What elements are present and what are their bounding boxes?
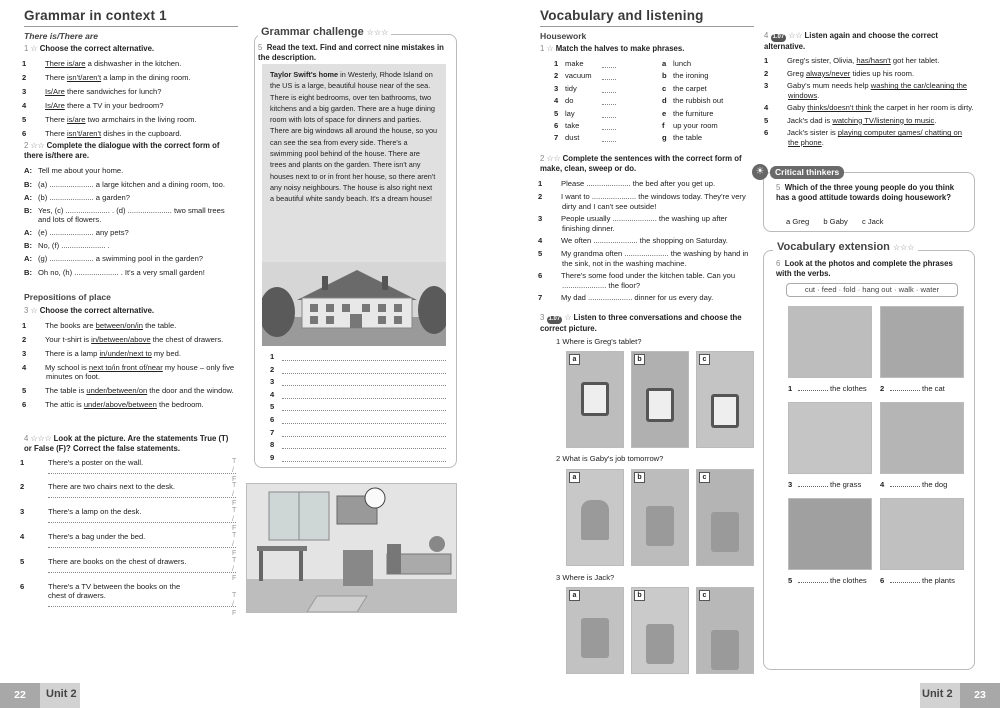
tf-statement: 2 There are two chairs next to the desk. T / F: [20, 482, 237, 507]
choice-alternative[interactable]: under/between/on: [86, 386, 148, 396]
answer-blank[interactable]: [798, 480, 828, 487]
unit-label-right: Unit 2: [922, 688, 953, 700]
vocab-exercise-4: 4 1.07 ☆☆ Listen again and choose the correct alternative. 1 Greg's sister, Olivia, has/hasn't got her tablet. 2 Greg always/never tidies up his room. 3 Gaby's mum needs help washing the car/cleaning the windows. 4 Gaby thinks/doesn't think the carpet in her room is dirty. 5 Jack's dad is watching TV/listening to music. 6 Jack's sister is playing computer games/ chatting on the phone.: [764, 31, 974, 147]
exercise-3: 3 ☆ Choose the correct alternative. 1 The books are between/on/in the table. 2 Your t-shirt is in/between/above the chest of drawers. 3 There is a lamp in/under/next to my bed. 4 My school is next to/in front of/near my house – only five minutes on foot. 5 The table is under/between/on the door and the window. 6 The attic is under/above/between the bedroom.: [24, 306, 238, 414]
photo-detail: [581, 382, 609, 416]
exercise-4: 4 ☆☆☆ Look at the picture. Are the statements True (T) or False (F)? Correct the false statements.: [24, 434, 229, 453]
match-right-item: a lunch: [662, 59, 692, 68]
option-label: a: [569, 354, 580, 365]
photo-caption: 6 the plants: [880, 576, 955, 585]
answer-number: 1: [270, 352, 275, 361]
answer-line[interactable]: [282, 398, 446, 399]
option-label: b: [634, 354, 645, 365]
critical-question: 5 Which of the three young people do you think has a good attitude towards doing housework?: [776, 183, 955, 202]
answer-blank[interactable]: [890, 480, 920, 487]
tablet-on-chair-photo[interactable]: [631, 351, 689, 448]
match-right-item: f up your room: [662, 121, 718, 130]
match-answer-line[interactable]: [602, 104, 616, 105]
answer-blank[interactable]: [798, 576, 828, 583]
feeding-cat-photo: [880, 306, 964, 378]
list-item: 3 Is/Are there sandwiches for lunch?: [22, 86, 162, 96]
choice-alternative[interactable]: between/on/in: [95, 320, 143, 330]
match-left-item: 4 do: [554, 96, 654, 105]
challenge-text-box: Taylor Swift's home in Westerly, Rhode Island on the US is a large, beautiful house near of the sea. There is eight bedrooms, over ten bathrooms, two kitchens and a big garden. There are a huge dining room with lots of space for dinners and parties. There are big windows all around the house, so you can see the sea from every side. There's a swimming pool behind of the house. There are trees and plants on the garden. There isn't any houses next to or in front her house, so there aren't any noisy neighbours. The house is also right next a beautiful white sandy beach. It's a dream house!: [262, 64, 446, 346]
option-label: c: [699, 472, 710, 483]
hanging-clothes-photo: [788, 306, 872, 378]
list-item: 6 The attic is under/above/between the bedroom.: [22, 400, 204, 410]
true-false-choice[interactable]: T / F: [232, 507, 237, 532]
answer-line[interactable]: [282, 385, 446, 386]
word-box: cut · feed · fold · hang out · walk · water: [786, 283, 958, 297]
list-item: 1 Please ..................... the bed after you get up.: [538, 179, 716, 189]
answer-number: 6: [270, 415, 275, 424]
match-left-item: 3 tidy: [554, 84, 654, 93]
vocab-title: Vocabulary and listening: [540, 8, 704, 23]
tf-statement: 5 There are books on the chest of drawers. T / F: [20, 557, 237, 582]
match-right-item: g the table: [662, 133, 703, 143]
choice-alternative[interactable]: is/are: [66, 114, 86, 124]
girl-sweeping-photo[interactable]: [696, 469, 754, 566]
choice-alternative[interactable]: There is/are: [45, 58, 86, 68]
lightbulb-icon: ☀: [752, 164, 768, 180]
unit-label-left: Unit 2: [46, 688, 77, 700]
choice-alternative[interactable]: Is/Are: [45, 86, 65, 96]
list-item: 1 Greg's sister, Olivia, has/hasn't got her tablet.: [764, 56, 940, 66]
walking-dog-photo: [880, 402, 964, 474]
dialogue-line: A: (g) ..................... a swimming pool in the garden?: [24, 254, 204, 264]
choice-alternative[interactable]: has/hasn't: [856, 56, 891, 66]
photo-caption: 1 the clothes: [788, 384, 867, 393]
match-answer-line[interactable]: [602, 129, 616, 130]
vocab-exercise-3: 3 1.07 ☆ Listen to three conversations and choose the correct picture.: [540, 313, 742, 333]
option-label: a: [569, 472, 580, 483]
tf-statement: 1 There's a poster on the wall. T / F: [20, 458, 237, 483]
section-prepositions: Prepositions of place: [24, 292, 111, 302]
challenge-instruction: 5 Read the text. Find and correct nine mistakes in the description.: [258, 43, 444, 62]
critical-options: a Greg b Gaby c Jack: [786, 217, 884, 226]
answer-number: 8: [270, 440, 275, 450]
answer-line[interactable]: [282, 436, 446, 437]
answer-line[interactable]: [282, 461, 446, 462]
bedroom-picture: [246, 483, 457, 613]
grammar-title: Grammar in context 1: [24, 8, 167, 23]
option-label: c: [699, 354, 710, 365]
choice-alternative[interactable]: always/never: [806, 68, 851, 78]
answer-line[interactable]: [282, 373, 446, 374]
photo-caption: 2 the cat: [880, 384, 945, 393]
listening-q1: 1 Where is Greg's tablet?: [556, 337, 642, 346]
photo-caption: 3 the grass: [788, 480, 862, 489]
tablet-screen: [584, 385, 606, 413]
match-answer-line[interactable]: [602, 117, 616, 118]
match-right-item: c the carpet: [662, 83, 707, 93]
answer-line[interactable]: [48, 606, 236, 607]
grammar-challenge-title: Grammar challenge ☆☆☆: [258, 26, 391, 40]
true-false-choice[interactable]: T / F: [232, 532, 237, 557]
vocab-extension-instruction: 6 Look at the photos and complete the phrases with the verbs.: [776, 259, 953, 278]
watering-plants-photo: [880, 498, 964, 570]
mowing-grass-photo: [788, 402, 872, 474]
answer-line[interactable]: [48, 497, 236, 498]
photo-detail: [581, 500, 609, 540]
list-item: 3 Gaby's mum needs help washing the car/cleaning the windows.: [764, 81, 968, 100]
list-item: 4 Gaby thinks/doesn't think the carpet in her room is dirty.: [764, 103, 974, 113]
answer-blank[interactable]: [890, 384, 920, 391]
match-answer-line[interactable]: [602, 141, 616, 142]
true-false-choice[interactable]: T / F: [232, 592, 237, 617]
answer-number: 9: [270, 452, 275, 462]
vocab-exercise-1: 1 ☆ Match the halves to make phrases.: [540, 44, 685, 53]
match-answer-line[interactable]: [602, 67, 616, 68]
dialogue-line: A: (b) ..................... a garden?: [24, 192, 131, 202]
tf-statement: 6 There's a TV between the books on the chest of drawers. T / F: [20, 582, 237, 617]
true-false-choice[interactable]: T / F: [232, 458, 237, 483]
true-false-choice[interactable]: T / F: [232, 557, 237, 582]
tablet-screen: [649, 391, 671, 419]
list-item: 5 My grandma often ..................... the washing by hand in the sink, not in the washing machine.: [538, 249, 749, 268]
photo-detail: [646, 506, 674, 546]
list-item: 4 Is/Are there a TV in your bedroom?: [22, 100, 164, 110]
match-answer-line[interactable]: [602, 79, 616, 80]
list-item: 6 There's some food under the kitchen table. Can you ..................... the floor?: [538, 271, 736, 290]
choice-alternative[interactable]: playing computer games/ chatting on the phone: [788, 128, 962, 147]
dialogue-line: B: No, (f) ..................... .: [24, 241, 110, 251]
option-label: c: [699, 590, 710, 601]
car-wash-photo[interactable]: [631, 469, 689, 566]
answer-number: 2: [270, 364, 275, 374]
list-item: 3 People usually ..................... the washing up after finishing dinner.: [538, 214, 728, 233]
folding-clothes-photo: [788, 498, 872, 570]
choice-alternative[interactable]: Is/Are: [45, 100, 65, 110]
section-there-is: There is/There are: [24, 31, 99, 41]
vocab-exercise-2: 2 ☆☆ Complete the sentences with the correct form of make, clean, sweep or do. 1 Please ..................... the bed after you get up. 2 I want to ..................... the windows today. They're very dirty and I can't see outside! 3 People usually ..................... the washing up after finishing dinner. 4 We often ..................... the shopping on Saturday. 5 My grandma often ..................... the washing by hand in the sink, not in the washing machine. 6 There's some food under the kitchen table. Can you ..................... the floor? 7 My dad ..................... dinner for us every day.: [540, 154, 754, 306]
list-item: 2 There isn't/aren't a lamp in the dining room.: [22, 72, 191, 82]
choice-alternative[interactable]: in/under/next to: [99, 348, 152, 358]
photo-detail: [646, 624, 674, 664]
list-item: 2 Your t-shirt is in/between/above the chest of drawers.: [22, 334, 224, 344]
list-item: 2 Greg always/never tidies up his room.: [764, 68, 915, 78]
tablet-on-table-photo[interactable]: [696, 351, 754, 448]
true-false-choice[interactable]: T / F: [232, 482, 237, 507]
page-number-left: 22: [0, 683, 40, 708]
vocab-extension-title: Vocabulary extension ☆☆☆: [773, 241, 918, 255]
photo-detail: [581, 618, 609, 658]
match-right-item: e the furniture: [662, 108, 714, 118]
match-left-item: 2 vacuum: [554, 71, 654, 80]
match-left-item: 7 dust: [554, 133, 654, 142]
exercise-1: 1 ☆ Choose the correct alternative. 1 There is/are a dishwasher in the kitchen. 2 There isn't/aren't a lamp in the dining room. 3 Is/Are there sandwiches for lunch? 4 Is/Are there a TV in your bedroom? 5 There is/are two armchairs in the living room. 6 There isn't/aren't dishes in the cupboard.: [24, 44, 238, 143]
choice-alternative[interactable]: watching TV/listening to music: [832, 115, 935, 125]
choice-alternative[interactable]: isn't/aren't: [66, 72, 102, 82]
listening-q3: 3 Where is Jack?: [556, 573, 615, 582]
list-item: 2 I want to ..................... the windows today. They're very dirty and I can't see outside!: [538, 192, 746, 211]
choice-alternative[interactable]: isn't/aren't: [66, 128, 102, 138]
answer-line[interactable]: [282, 448, 446, 449]
page-number-right: 23: [960, 683, 1000, 708]
photo-caption: 4 the dog: [880, 480, 948, 489]
answer-number: 4: [270, 389, 275, 399]
list-item: 6 There isn't/aren't dishes in the cupboard.: [22, 128, 182, 138]
choice-alternative[interactable]: next to/in front of/near: [88, 362, 163, 372]
listening-q2: 2 What is Gaby's job tomorrow?: [556, 454, 664, 463]
match-left-item: 5 lay: [554, 109, 654, 118]
answer-blank[interactable]: [890, 576, 920, 583]
tablet-screen: [714, 397, 736, 425]
option-label: b: [634, 590, 645, 601]
option-label: a: [569, 590, 580, 601]
critical-thinkers-title: Critical thinkers: [770, 166, 844, 179]
match-left-item: 1 make: [554, 59, 654, 68]
list-item: 4 My school is next to/in front of/near my house – only five minutes on foot.: [22, 362, 235, 382]
exercise-2: 2 ☆☆ Complete the dialogue with the correct form of there is/there are. A: Tell me about your home. B: (a) ..................... a large kitchen and a dining room, too. A: (b) ..................... a garden? B: Yes, (c) ..................... . (d) ..................... two small trees and lots of flowers. A: (e) ..................... any pets? B: No, (f) ..................... . A: (g) ..................... a swimming pool in the garden? B: Oh no, (h) ..................... . It's a very small garden!: [24, 141, 238, 281]
list-item: 6 Jack's sister is playing computer games/ chatting on the phone.: [764, 128, 962, 147]
answer-number: 7: [270, 427, 275, 437]
list-item: 5 Jack's dad is watching TV/listening to music.: [764, 115, 937, 125]
answer-blank[interactable]: [798, 384, 828, 391]
list-item: 5 The table is under/between/on the door and the window.: [22, 386, 234, 396]
tf-statement: 4 There's a bag under the bed. T / F: [20, 532, 237, 557]
photo-detail: [711, 630, 739, 670]
match-right-item: b the ironing: [662, 71, 709, 81]
answer-line[interactable]: [282, 423, 446, 424]
dialogue-line: B: Oh no, (h) ..................... . It's a very small garden!: [24, 267, 205, 277]
answer-line[interactable]: [48, 473, 236, 474]
choice-alternative[interactable]: washing the car/cleaning the windows: [788, 81, 968, 100]
tablet-on-bed-photo[interactable]: [566, 351, 624, 448]
photo-detail: [711, 512, 739, 552]
list-item: 3 There is a lamp in/under/next to my bed.: [22, 348, 181, 358]
bedroom-photo[interactable]: [631, 587, 689, 674]
dialogue-line: B: Yes, (c) ..................... . (d) ..................... two small trees and lots of flowers.: [24, 205, 225, 225]
answer-line[interactable]: [282, 360, 446, 361]
photo-caption: 5 the clothes: [788, 576, 867, 585]
kitchen-photo[interactable]: [696, 587, 754, 674]
option-label: b: [634, 472, 645, 483]
dialogue-line: A: Tell me about your home.: [24, 166, 124, 176]
list-item: 4 We often ..................... the shopping on Saturday.: [538, 236, 728, 246]
bathroom-photo[interactable]: [566, 587, 624, 674]
choice-alternative[interactable]: in/between/above: [91, 334, 151, 344]
list-item: 1 The books are between/on/in the table.: [22, 320, 177, 330]
housework-heading: Housework: [540, 31, 587, 41]
photo-detail: [646, 388, 674, 422]
tf-statement: 3 There's a lamp on the desk. T / F: [20, 507, 237, 532]
choice-alternative[interactable]: thinks/doesn't think: [807, 103, 872, 113]
answer-line[interactable]: [48, 572, 236, 573]
dialogue-line: A: (e) ..................... any pets?: [24, 228, 129, 238]
girl-cleaning-window-photo[interactable]: [566, 469, 624, 566]
match-answer-line[interactable]: [602, 92, 616, 93]
match-right-item: d the rubbish out: [662, 96, 724, 106]
answer-line[interactable]: [48, 547, 236, 548]
answer-number: 3: [270, 377, 275, 387]
list-item: 5 There is/are two armchairs in the living room.: [22, 114, 197, 124]
house-photo: [262, 262, 446, 346]
answer-number: 5: [270, 402, 275, 412]
dialogue-line: B: (a) ..................... a large kitchen and a dining room, too.: [24, 179, 225, 189]
match-left-item: 6 take: [554, 121, 654, 130]
list-item: 1 There is/are a dishwasher in the kitchen.: [22, 58, 182, 68]
choice-alternative[interactable]: under/above/between: [83, 400, 157, 410]
answer-line[interactable]: [282, 410, 446, 411]
photo-detail: [711, 394, 739, 428]
answer-line[interactable]: [48, 522, 236, 523]
list-item: 7 My dad ..................... dinner for us every day.: [538, 293, 714, 303]
